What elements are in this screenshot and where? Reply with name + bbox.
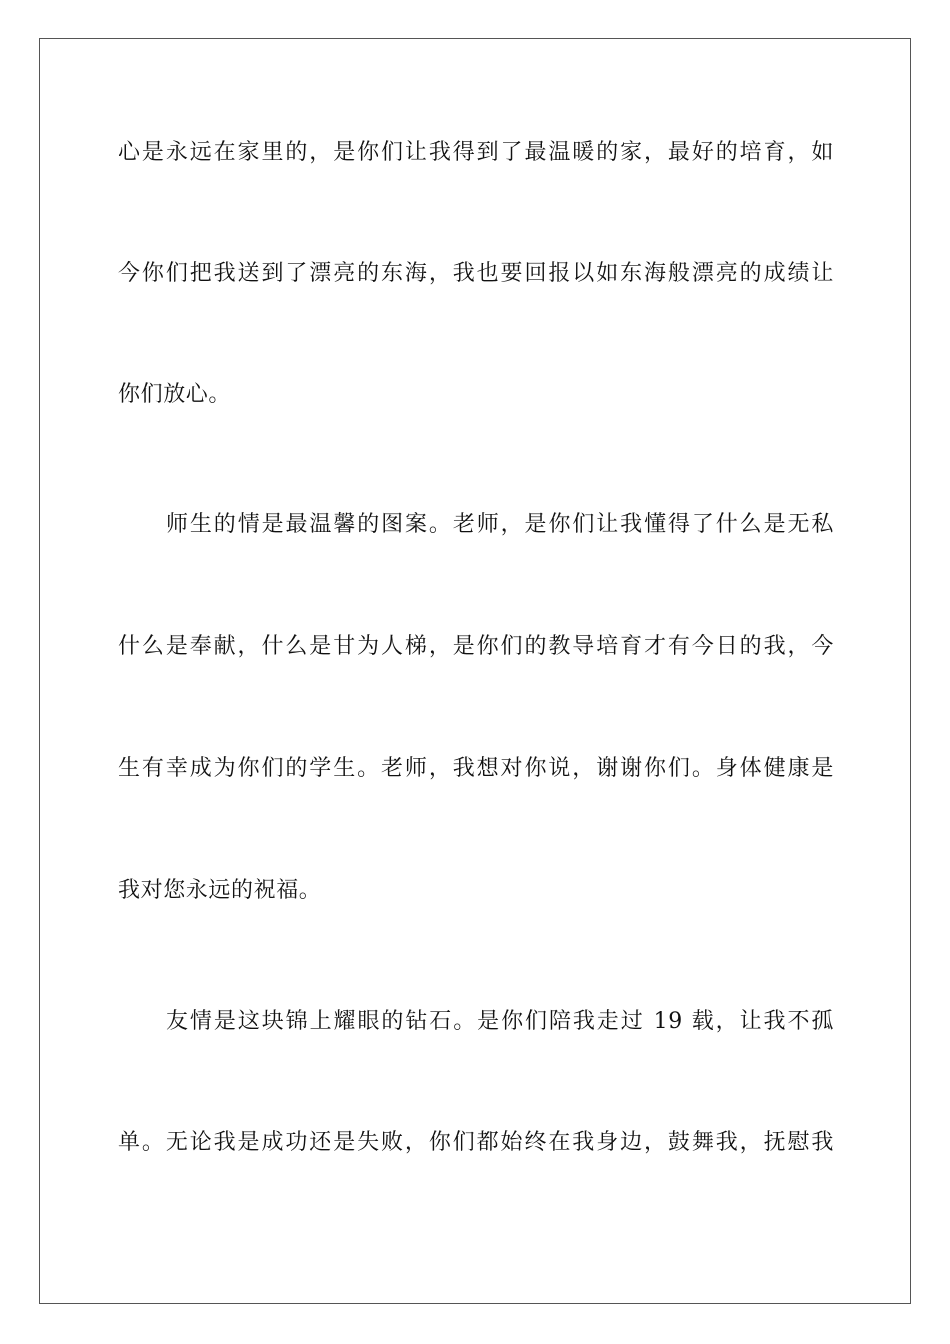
- paragraph-start-line-4: 师生的情是最温馨的图案。老师，是你们让我懂得了什么是无私: [166, 512, 834, 537]
- paragraph-start-line-8: 友情是这块锦上耀眼的钻石。是你们陪我走过 19 载，让我不孤: [166, 1009, 834, 1034]
- text-line-5: 什么是奉献，什么是甘为人梯，是你们的教导培育才有今日的我，今: [118, 634, 834, 659]
- text-line-9: 单。无论我是成功还是失败，你们都始终在我身边，鼓舞我，抚慰我: [118, 1130, 834, 1155]
- page-frame: [39, 38, 911, 1304]
- text-line-7: 我对您永远的祝福。: [118, 878, 322, 903]
- text-line-1: 心是永远在家里的，是你们让我得到了最温暖的家，最好的培育，如: [118, 140, 834, 165]
- text-line-2: 今你们把我送到了漂亮的东海，我也要回报以如东海般漂亮的成绩让: [118, 261, 834, 286]
- text-line-6: 生有幸成为你们的学生。老师，我想对你说，谢谢你们。身体健康是: [118, 756, 834, 781]
- text-line-3: 你们放心。: [118, 382, 232, 407]
